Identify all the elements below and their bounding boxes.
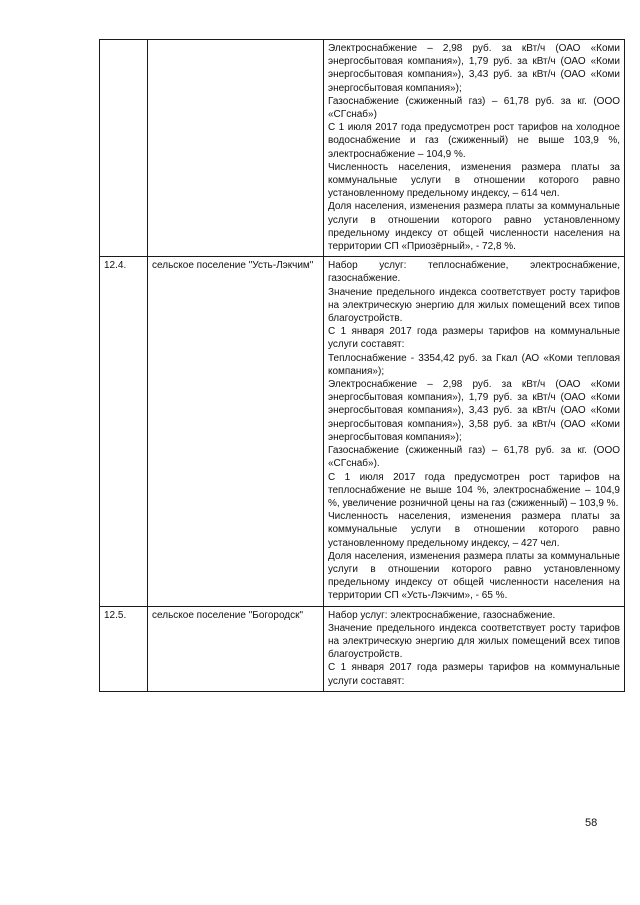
paragraph: Значение предельного индекса соответствует росту тарифов на электрическую энергию для жилых помещений всех типов благоустройств. [328, 622, 620, 661]
paragraph: Доля населения, изменения размера платы за коммунальные услуги в отношении которого равно установленному предельному индексу от общей численности населения на территории СП «Усть-Лэкчим», - 65 %. [328, 550, 620, 602]
paragraph: Набор услуг: теплоснабжение, электроснабжение, газоснабжение. [328, 260, 620, 285]
paragraph: Численность населения, изменения размера платы за коммунальные услуги в отношении которого равно установленному предельному индексу, – 614 чел. [328, 161, 620, 200]
paragraph: С 1 июля 2017 года предусмотрен рост тарифов на теплоснабжение не выше 104 %, электроснабжение – 104,9 %, увеличение розничной цены на газ (сжиженный) – 103,9 %. [328, 471, 620, 509]
paragraph: Газоснабжение (сжиженный газ) – 61,78 руб. за кг. (ООО «СГснаб»). [328, 445, 620, 470]
settlement-name-cell: сельское поселение "Богородск" [148, 606, 324, 691]
settlement-name-cell [148, 40, 324, 257]
paragraph: Значение предельного индекса соответствует росту тарифов на электрическую энергию для жилых помещений всех типов благоустройств. [328, 286, 620, 325]
settlement-name-cell: сельское поселение "Усть-Лэкчим" [148, 257, 324, 606]
paragraph: С 1 июля 2017 года предусмотрен рост тарифов на холодное водоснабжение и газ (сжиженный) не выше 103,9 %, электроснабжение – 104,9 %. [328, 122, 620, 160]
description-cell [324, 40, 625, 257]
paragraph: С 1 января 2017 года размеры тарифов на коммунальные услуги составят: [328, 326, 620, 351]
table-row [100, 606, 625, 691]
page-number: 58 [585, 817, 598, 829]
paragraph: Доля населения, изменения размера платы за коммунальные услуги в отношении которого равно установленному предельному индексу от общей численности населения на территории СП «Приозёрный», - 72,8 %. [328, 201, 620, 253]
paragraph: Электроснабжение – 2,98 руб. за кВт/ч (ОАО «Коми энергосбытовая компания»), 1,79 руб. за кВт/ч (ОАО «Коми энергосбытовая компания»), 3,43 руб. за кВт/ч (ОАО «Коми энергосбытовая компания»); [328, 43, 620, 94]
paragraph: С 1 января 2017 года размеры тарифов на коммунальные услуги составят: [328, 662, 620, 687]
row-number-cell [100, 40, 148, 257]
paragraph: Численность населения, изменения размера платы за коммунальные услуги в отношении которого равно установленному предельному индексу, – 427 чел. [328, 511, 620, 549]
paragraph: Набор услуг: электроснабжение, газоснабжение. [328, 609, 556, 621]
description-cell [324, 257, 625, 606]
row-number-cell: 12.5. [100, 606, 148, 691]
tariff-table [99, 39, 625, 692]
description-cell [324, 606, 625, 691]
paragraph: Газоснабжение (сжиженный газ) – 61,78 руб. за кг. (ООО «СГснаб») [328, 95, 620, 121]
paragraph: Электроснабжение – 2,98 руб. за кВт/ч (ОАО «Коми энергосбытовая компания»), 1,79 руб. за кВт/ч (ОАО «Коми энергосбытовая компания»), 3,43 руб. за кВт/ч (ОАО «Коми энергосбытовая компания»), 3,58 руб. за кВт/ч (ОАО «Коми энергосбытовая компания»); [328, 379, 620, 443]
row-number-cell: 12.4. [100, 257, 148, 606]
table-row [100, 257, 625, 606]
table-row [100, 40, 625, 257]
paragraph: Теплоснабжение - 3354,42 руб. за Гкал (АО «Коми тепловая компания»); [328, 352, 620, 377]
